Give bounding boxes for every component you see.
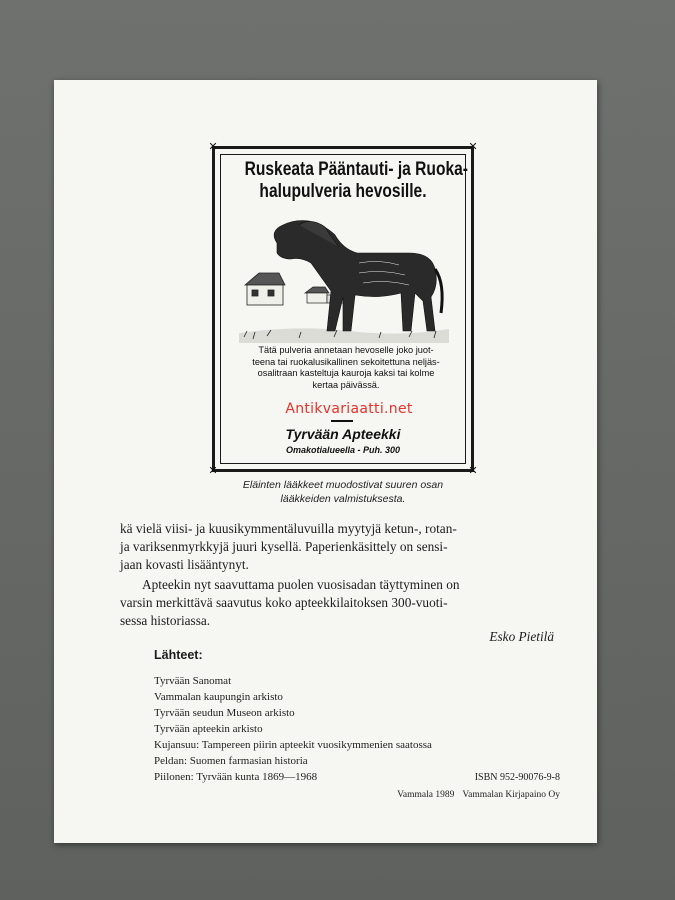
author-signature: Esko Pietilä [489,629,554,644]
imprint [389,790,560,800]
advertisement-title-line: Ruskeata Pääntauti- ja Ruoka- [244,159,468,180]
advertisement-title-line: halupulveria hevosille. [259,181,427,202]
divider [331,420,353,422]
pharmacy-address: Omakotialueella - Puh. 300 [285,445,401,455]
paragraph [120,520,560,574]
watermark-text: Antikvariaatti.net [285,401,413,417]
pharmacy-name: Tyrvään Apteekki [285,426,401,442]
advertisement-text-line: Tätä pulveria annetaan hevoselle joko juot- [258,345,434,355]
text-line: jaan kovasti lisääntynyt. [120,557,249,572]
image-caption [212,478,474,506]
advertisement-title [244,159,468,203]
corner-ornament-icon: ✕ [208,140,218,153]
imprint-printer: Vammalan Kirjapaino Oy [462,790,560,800]
text-line: kä vielä viisi- ja kuusikymmentäluvuilla myytyjä ketun-, rotan- [120,521,457,536]
horse-figure [274,221,442,332]
horse-illustration [239,213,449,343]
source-item: Peldan: Suomen farmasian historia [154,755,308,767]
sources-list [154,673,432,785]
source-item: Tyrvään Sanomat [154,675,232,687]
source-item: Piilonen: Tyrvään kunta 1869—1968 [154,771,318,783]
booklet-page [54,80,597,843]
source-item: Kujansuu: Tampereen piirin apteekit vuosikymmenien saatossa [154,739,432,751]
corner-ornament-icon: ✕ [468,140,478,153]
source-item: Tyrvään seudun Museon arkisto [154,707,295,719]
article-body [120,520,560,630]
text-line: varsin merkittävä saavutus koko apteekkilaitoksen 300-vuoti- [120,595,448,610]
isbn: ISBN 952-90076-9-8 [474,772,560,783]
advertisement-text-line: osalitraan kasteltuja kauroja kaksi tai kolme [257,368,435,378]
sources-heading: Lähteet: [154,648,203,662]
source-item: Tyrvään apteekin arkisto [154,723,263,735]
imprint-place-year: Vammala 1989 [397,790,455,800]
advertisement-description [235,345,457,391]
advertisement-text-line: kertaa päivässä. [312,379,380,390]
advertisement-text-line: teena tai ruokalusikallinen sekoitettuna neljäs- [252,356,440,367]
text-line: Apteekin nyt saavuttama puolen vuosisadan täyttyminen on [142,577,460,592]
text-line: sessa historiassa. [120,613,211,628]
caption-line: Eläinten lääkkeet muodostivat suuren osan [242,479,444,491]
corner-ornament-icon: ✕ [468,464,478,477]
corner-ornament-icon: ✕ [208,464,218,477]
farmhouse-left [245,273,285,305]
source-item: Vammalan kaupungin arkisto [154,691,283,703]
advertisement-frame [208,140,478,477]
text-line: ja variksenmyrkkyjä juuri kysellä. Paperienkäsittely on sensi- [120,539,448,554]
paragraph [120,576,560,630]
caption-line: lääkkeiden valmistuksesta. [280,493,406,505]
